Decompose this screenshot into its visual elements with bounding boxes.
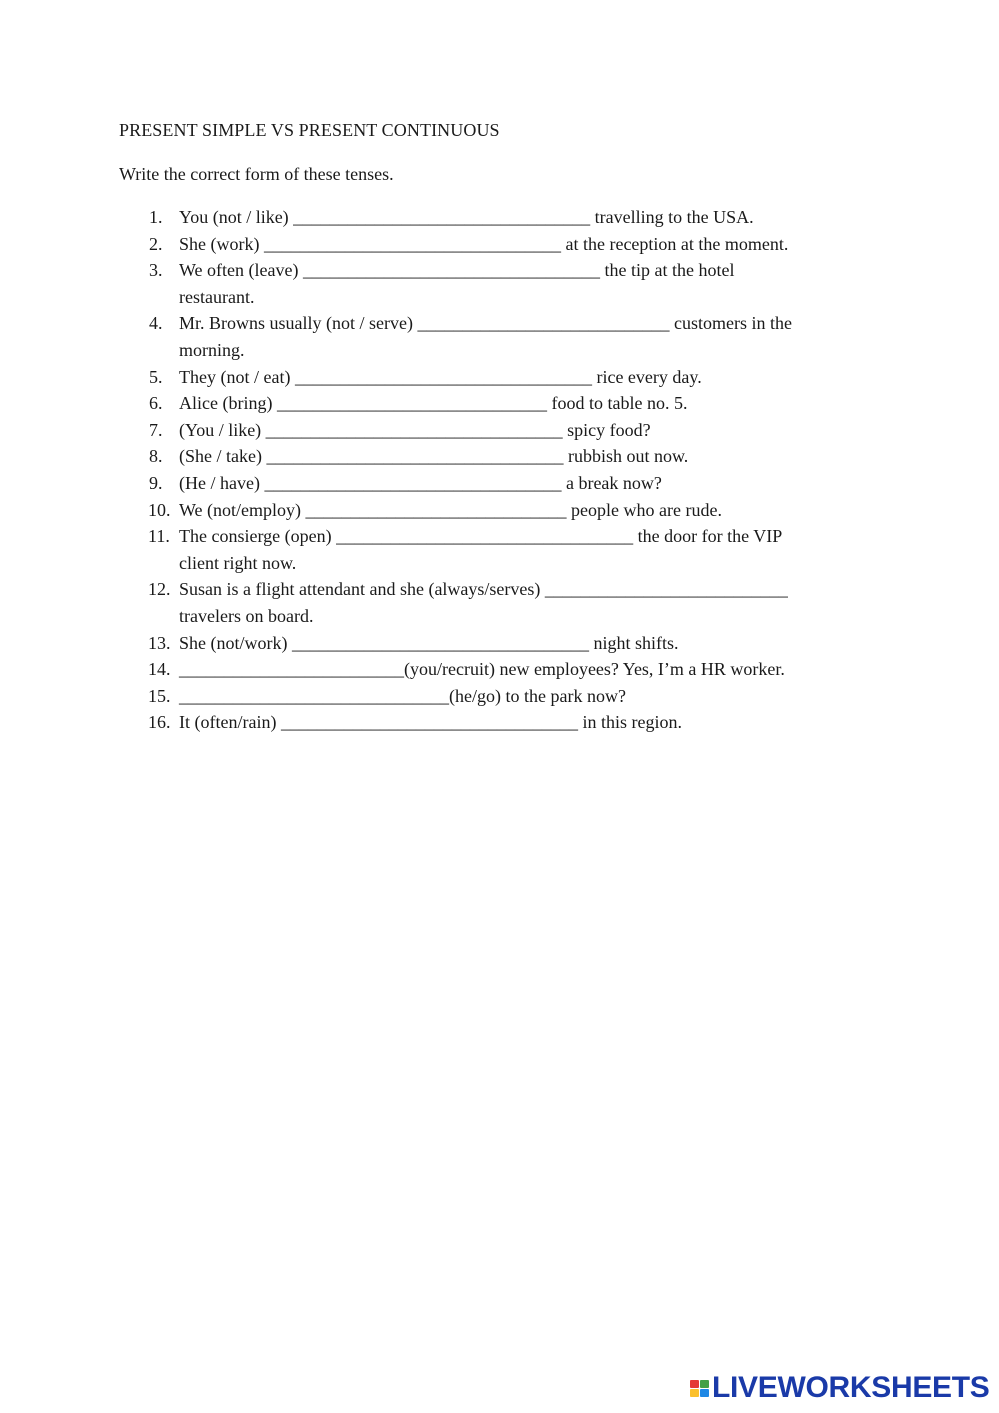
exercise-item (148, 576, 788, 603)
item-text: _________________________(you/recruit) new employees? Yes, I’m a HR worker. (179, 659, 785, 680)
exercise-item (149, 310, 792, 337)
item-text: ______________________________(he/go) to the park now? (179, 685, 626, 706)
exercise-item (148, 523, 783, 550)
logo-mark-icon (690, 1380, 709, 1397)
logo-mark-square (690, 1389, 699, 1397)
item-text: You (not / like) _________________________________ travelling to the USA. (179, 207, 754, 227)
exercise-item (149, 364, 702, 391)
exercise-item (149, 257, 735, 284)
item-text: Alice (bring) ______________________________ food to table no. 5. (179, 393, 688, 414)
item-number: 8. (149, 446, 163, 467)
logo-mark-square (690, 1380, 699, 1388)
instruction-text: Write the correct form of these tenses. (119, 164, 394, 184)
item-text: (He / have) _________________________________ a break now? (179, 473, 662, 493)
item-number: 6. (149, 393, 163, 414)
exercise-item-continuation (179, 603, 313, 630)
exercise-item (148, 709, 682, 736)
exercise-item-continuation (179, 284, 254, 311)
exercise-item (148, 497, 722, 524)
exercise-item (148, 630, 679, 657)
item-text: client right now. (179, 552, 297, 573)
item-text: travelers on board. (179, 606, 314, 626)
item-number: 13. (148, 632, 171, 653)
item-number: 11. (148, 526, 170, 547)
item-text: Susan is a flight attendant and she (always/serves) ___________________________ (179, 579, 788, 600)
exercise-item (149, 417, 651, 444)
item-number: 4. (149, 313, 163, 334)
exercise-item-continuation (179, 550, 296, 577)
logo-text: LIVEWORKSHEETS (712, 1371, 990, 1404)
exercise-item (149, 470, 662, 497)
item-text: (She / take) _________________________________ rubbish out now. (179, 446, 689, 467)
exercise-item (148, 683, 626, 710)
item-number: 16. (148, 712, 171, 733)
item-text: (You / like) _________________________________ spicy food? (179, 419, 651, 440)
item-number: 12. (148, 579, 171, 600)
item-number: 5. (149, 366, 163, 387)
exercise-item-continuation (179, 337, 245, 364)
item-text: They (not / eat) _________________________________ rice every day. (179, 366, 702, 387)
exercise-item (148, 656, 785, 683)
liveworksheets-logo (690, 1373, 990, 1403)
logo-mark-square (700, 1389, 709, 1397)
item-number: 7. (149, 419, 163, 440)
item-text: restaurant. (179, 286, 255, 307)
item-text: The consierge (open) _________________________________ the door for the VIP (179, 526, 783, 547)
item-number: 15. (148, 685, 171, 706)
item-text: morning. (179, 340, 245, 360)
item-number: 9. (149, 473, 163, 493)
item-number: 10. (148, 499, 171, 520)
item-number: 1. (149, 207, 163, 227)
item-text: We often (leave) _________________________________ the tip at the hotel (179, 260, 735, 281)
item-text: She (not/work) _________________________________ night shifts. (179, 632, 679, 653)
item-number: 2. (149, 233, 163, 254)
logo-mark-square (700, 1380, 709, 1388)
item-text: She (work) _________________________________ at the reception at the moment. (179, 233, 789, 254)
exercise-item (149, 443, 689, 470)
exercise-item (149, 204, 754, 231)
item-text: We (not/employ) _____________________________ people who are rude. (179, 499, 722, 520)
item-text: It (often/rain) _________________________________ in this region. (179, 712, 682, 733)
page-title: PRESENT SIMPLE VS PRESENT CONTINUOUS (119, 120, 500, 140)
item-text: Mr. Browns usually (not / serve) ____________________________ customers in the (179, 313, 792, 334)
exercise-item (149, 231, 789, 258)
item-number: 3. (149, 260, 163, 281)
exercise-item (149, 390, 688, 417)
item-number: 14. (148, 659, 171, 680)
